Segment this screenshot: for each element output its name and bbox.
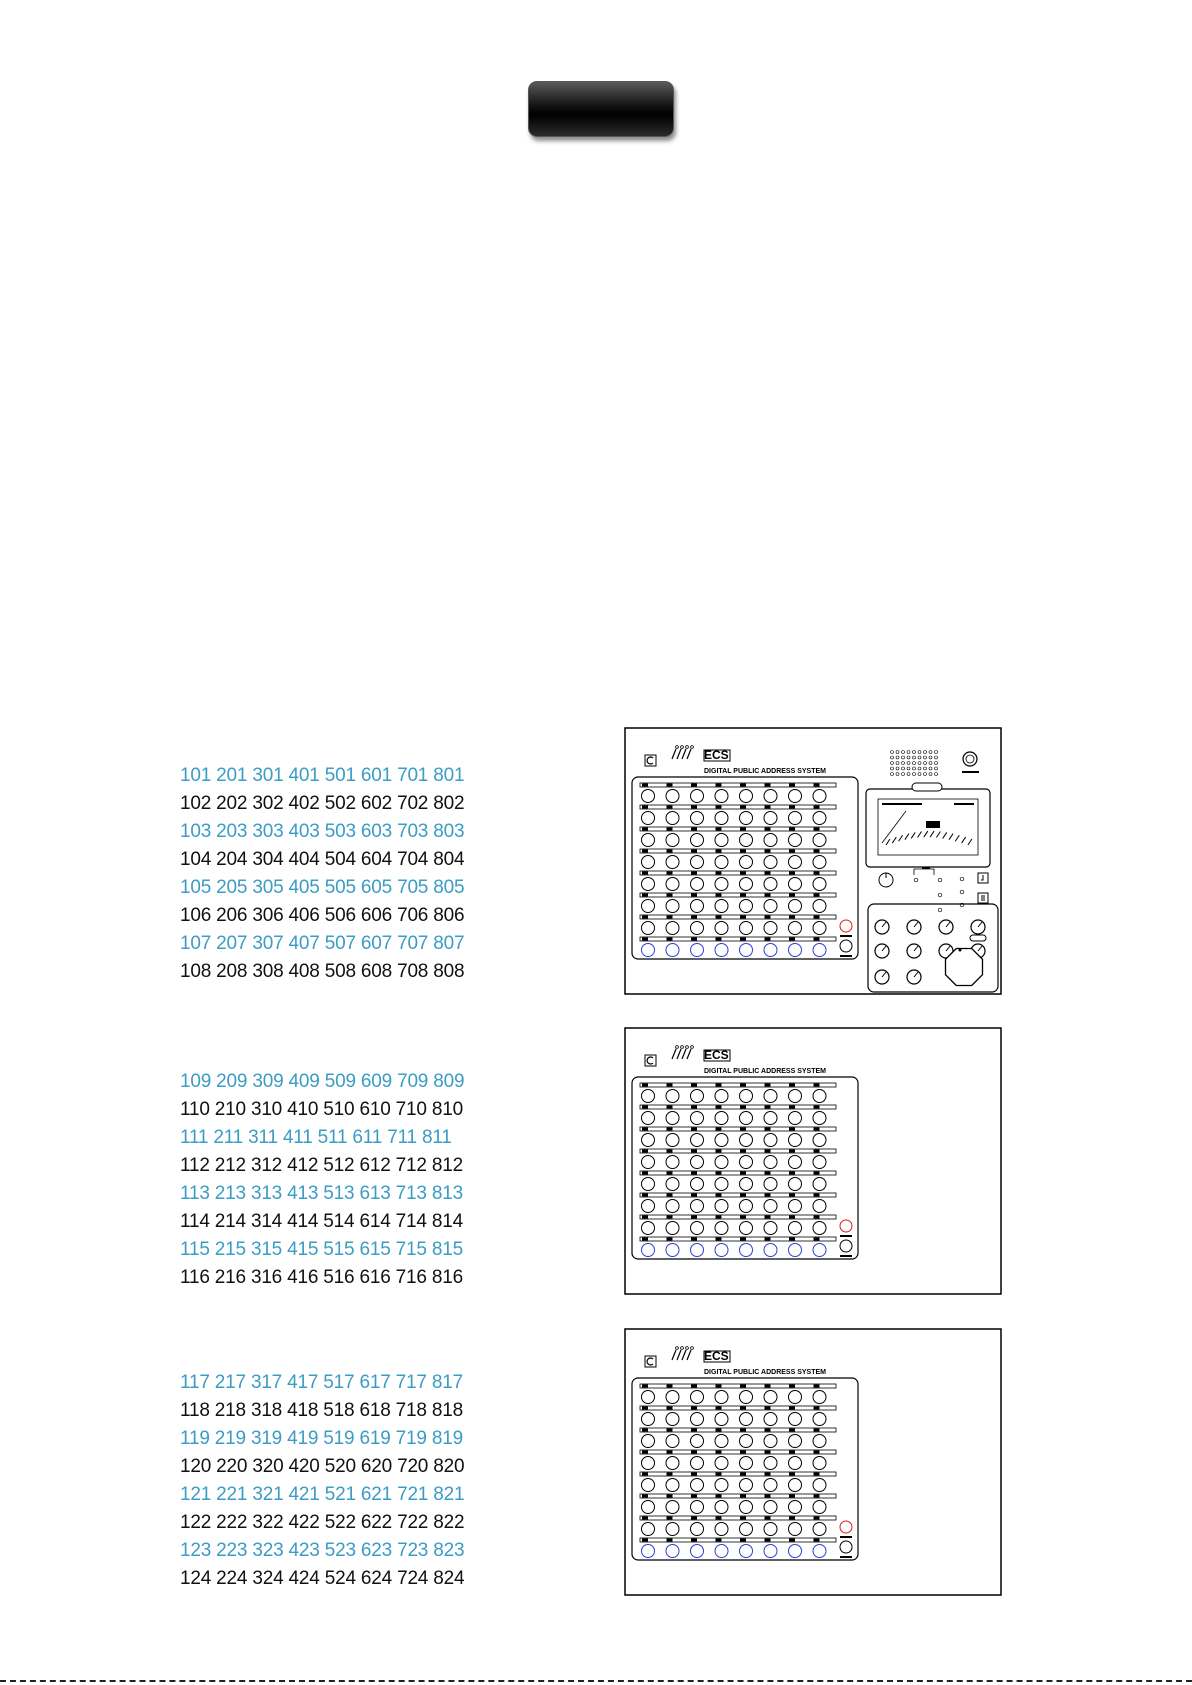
reset-button [840,1240,852,1252]
all-call-button [715,1244,728,1257]
zone-button [666,1413,679,1426]
zone-button [813,1435,826,1448]
panel-logo-text: ECS [704,748,729,762]
zone-button [789,922,802,935]
zone-button [691,834,704,847]
zone-button [813,1200,826,1213]
lcd-indicator [926,821,940,828]
zone-button [666,1391,679,1404]
zone-button [789,1134,802,1147]
zone-button [740,1134,753,1147]
zone-button [642,1479,655,1492]
all-call-button [789,1545,802,1558]
zone-button [642,790,655,803]
zone-button [789,1413,802,1426]
zone-button [764,1200,777,1213]
all-call-button [666,1545,679,1558]
zone-button [789,900,802,913]
zone-button [715,790,728,803]
zone-button [666,900,679,913]
zone-number-block-1 [180,762,464,986]
zone-number-row: 124 224 324 424 524 624 724 824 [180,1568,465,1589]
zone-button [764,1457,777,1470]
zone-button [715,1200,728,1213]
zone-button [740,1391,753,1404]
zone-number-row: 108 208 308 408 508 608 708 808 [180,961,465,982]
zone-button [813,1222,826,1235]
panel-title: DIGITAL PUBLIC ADDRESS SYSTEM [704,1369,826,1376]
zone-number-block-3 [180,1369,464,1593]
zone-button [789,1479,802,1492]
zone-button [715,1090,728,1103]
zone-button [740,1413,753,1426]
zone-button [789,1435,802,1448]
all-call-button [691,1244,704,1257]
zone-number-row: 110 210 310 410 510 610 710 810 [180,1099,463,1120]
zone-button [642,878,655,891]
extension-panel-diagram-2 [624,1328,1002,1596]
zone-button [789,1501,802,1514]
zone-button [813,1457,826,1470]
zone-number-row: 106 206 306 406 506 606 706 806 [180,905,465,926]
zone-button [691,878,704,891]
zone-button [715,856,728,869]
zone-button [715,878,728,891]
zone-button [642,1501,655,1514]
zone-button [813,1479,826,1492]
zone-button [740,1523,753,1536]
zone-button [740,1178,753,1191]
zone-button [740,790,753,803]
zone-button [715,1222,728,1235]
all-call-button [666,944,679,957]
zone-number-row: 123 223 323 423 523 623 723 823 [180,1540,465,1561]
zone-button [740,812,753,825]
reset-button [840,940,852,952]
zone-button [666,878,679,891]
zone-button [691,790,704,803]
page-bottom-dash-line [0,1680,1192,1682]
zone-button [740,878,753,891]
zone-button [764,1156,777,1169]
zone-number-block-2 [180,1068,464,1292]
zone-button [642,856,655,869]
zone-number-row: 112 212 312 412 512 612 712 812 [180,1155,463,1176]
zone-button [715,834,728,847]
panel-title: DIGITAL PUBLIC ADDRESS SYSTEM [704,768,826,775]
zone-button [666,812,679,825]
zone-button [691,1501,704,1514]
zone-button [642,1112,655,1125]
zone-button [691,1112,704,1125]
zone-button [715,1435,728,1448]
zone-button [789,1457,802,1470]
zone-button [715,812,728,825]
all-call-button [789,1244,802,1257]
zone-number-row: 104 204 304 404 504 604 704 804 [180,849,465,870]
zone-button [666,1156,679,1169]
zone-button [642,1200,655,1213]
master-panel-diagram [624,727,1002,995]
zone-number-row: 101 201 301 401 501 601 701 801 [180,765,465,786]
zone-button [715,1134,728,1147]
all-call-button [715,944,728,957]
zone-button [691,900,704,913]
zone-button [764,1523,777,1536]
zone-button [666,834,679,847]
zone-button [789,1112,802,1125]
zone-button [813,1413,826,1426]
all-call-button [764,1545,777,1558]
zone-button [666,1479,679,1492]
zone-button [764,900,777,913]
zone-button [691,1435,704,1448]
all-call-button [813,944,826,957]
zone-button [666,1435,679,1448]
zone-button [740,834,753,847]
zone-button [642,1391,655,1404]
zone-number-row: 114 214 314 414 514 614 714 814 [180,1211,463,1232]
zone-number-row: 109 209 309 409 509 609 709 809 [180,1071,465,1092]
zone-button [813,1090,826,1103]
zone-button [740,1501,753,1514]
zone-button [740,1435,753,1448]
zone-button [642,900,655,913]
zone-button [789,1090,802,1103]
all-call-button [691,1545,704,1558]
zone-button [666,922,679,935]
zone-button [691,1178,704,1191]
zone-button [666,790,679,803]
zone-button [764,1178,777,1191]
zone-button [764,1435,777,1448]
zone-button [642,1435,655,1448]
zone-button [813,790,826,803]
alarm-button [840,1521,852,1533]
all-call-button [764,1244,777,1257]
zone-number-row: 116 216 316 416 516 616 716 816 [180,1267,463,1288]
zone-number-row: 113 213 313 413 513 613 713 813 [180,1183,463,1204]
zone-button [789,1523,802,1536]
zone-button [740,900,753,913]
zone-button [691,1457,704,1470]
zone-button [666,1457,679,1470]
all-call-button [789,944,802,957]
zone-number-row: 103 203 303 403 503 603 703 803 [180,821,465,842]
zone-button [666,1523,679,1536]
zone-button [715,1178,728,1191]
zone-button [740,1090,753,1103]
zone-button [740,1222,753,1235]
zone-button [764,922,777,935]
zone-button [666,856,679,869]
zone-number-row: 111 211 311 411 511 611 711 811 [180,1127,452,1148]
zone-button [789,1178,802,1191]
zone-button [666,1178,679,1191]
zone-button [789,1200,802,1213]
zone-button [764,1112,777,1125]
zone-number-row: 115 215 315 415 515 615 715 815 [180,1239,463,1260]
all-call-button [740,1244,753,1257]
alarm-button [840,1220,852,1232]
all-call-button [642,944,655,957]
zone-button [764,1090,777,1103]
zone-button [715,1479,728,1492]
zone-button [789,856,802,869]
all-call-button [740,1545,753,1558]
zone-button [691,1523,704,1536]
master-volume-knob-icon [946,949,983,986]
zone-button [764,1479,777,1492]
zone-button [715,1156,728,1169]
panel-logo-text: ECS [704,1048,729,1062]
zone-button [764,790,777,803]
zone-button [666,1222,679,1235]
zone-button [764,1222,777,1235]
zone-button [642,1090,655,1103]
zone-button [666,1200,679,1213]
zone-button [691,1479,704,1492]
zone-button [666,1134,679,1147]
zone-button [813,1156,826,1169]
zone-number-row: 119 219 319 419 519 619 719 819 [180,1428,463,1449]
zone-number-row: 117 217 317 417 517 617 717 817 [180,1372,463,1393]
zone-button [691,1413,704,1426]
zone-button [691,1222,704,1235]
zone-button [715,1112,728,1125]
zone-button [789,790,802,803]
zone-number-row: 121 221 321 421 521 621 721 821 [180,1484,465,1505]
top-title-badge [528,81,674,137]
zone-button [642,834,655,847]
zone-number-row: 120 220 320 420 520 620 720 820 [180,1456,465,1477]
display-handle [912,783,942,791]
zone-button [715,1501,728,1514]
zone-button [740,922,753,935]
zone-number-row: 118 218 318 418 518 618 718 818 [180,1400,463,1421]
zone-button [666,1090,679,1103]
reset-button [840,1541,852,1553]
zone-button [789,812,802,825]
zone-button [813,1523,826,1536]
zone-number-row: 107 207 307 407 507 607 707 807 [180,933,465,954]
zone-button [740,1156,753,1169]
zone-number-row: 105 205 305 405 505 605 705 805 [180,877,465,898]
all-call-button [740,944,753,957]
zone-button [813,834,826,847]
zone-button [642,1178,655,1191]
zone-button [740,1479,753,1492]
zone-button [642,1413,655,1426]
zone-button [813,1501,826,1514]
zone-button [642,1156,655,1169]
zone-button [813,856,826,869]
zone-button [666,1501,679,1514]
zone-button [764,1501,777,1514]
zone-button [691,1134,704,1147]
zone-button [642,922,655,935]
zone-button [789,834,802,847]
zone-button [764,856,777,869]
zone-button [813,1178,826,1191]
zone-button [666,1112,679,1125]
zone-button [813,900,826,913]
all-call-button [764,944,777,957]
zone-button [764,1413,777,1426]
zone-button [642,1134,655,1147]
extension-panel-diagram-1 [624,1027,1002,1295]
zone-button [715,1523,728,1536]
zone-button [813,1134,826,1147]
zone-button [691,1200,704,1213]
zone-button [740,1112,753,1125]
zone-button [789,1391,802,1404]
zone-button [764,878,777,891]
zone-button [764,1134,777,1147]
zone-button [764,834,777,847]
all-call-button [813,1244,826,1257]
all-call-button [666,1244,679,1257]
zone-button [813,1112,826,1125]
zone-button [764,1391,777,1404]
zone-button [642,1457,655,1470]
zone-button [715,922,728,935]
zone-button [642,1523,655,1536]
zone-button [642,812,655,825]
zone-button [691,812,704,825]
zone-button [813,922,826,935]
zone-button [691,922,704,935]
panel-logo-text: ECS [704,1349,729,1363]
zone-button [813,1391,826,1404]
zone-button [715,1391,728,1404]
zone-button [740,856,753,869]
zone-button [764,812,777,825]
all-call-button [691,944,704,957]
all-call-button [642,1545,655,1558]
zone-button [789,878,802,891]
all-call-button [813,1545,826,1558]
zone-number-row: 102 202 302 402 502 602 702 802 [180,793,465,814]
zone-button [691,1090,704,1103]
zone-button [715,1457,728,1470]
zone-button [740,1457,753,1470]
panel-title: DIGITAL PUBLIC ADDRESS SYSTEM [704,1068,826,1075]
all-call-button [642,1244,655,1257]
zone-number-row: 122 222 322 422 522 622 722 822 [180,1512,465,1533]
zone-button [715,1413,728,1426]
zone-button [789,1222,802,1235]
zone-button [691,856,704,869]
zone-button [789,1156,802,1169]
zone-button [642,1222,655,1235]
zone-button [813,812,826,825]
zone-button [715,900,728,913]
zone-button [813,878,826,891]
zone-button [691,1391,704,1404]
alarm-button [840,920,852,932]
all-call-button [715,1545,728,1558]
zone-button [691,1156,704,1169]
zone-button [740,1200,753,1213]
